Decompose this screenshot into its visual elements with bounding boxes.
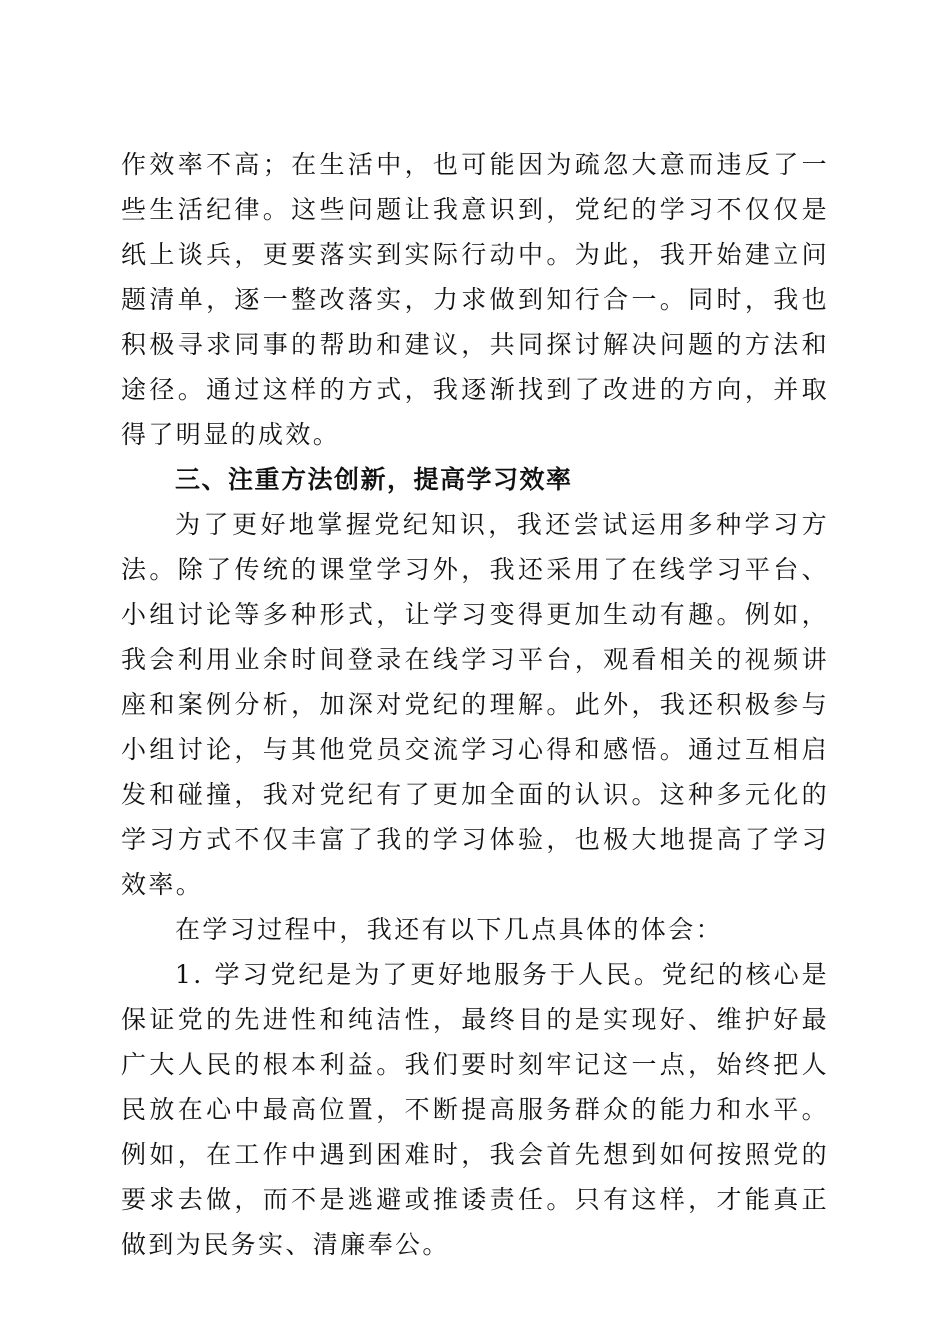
paragraph-continued: 作效率不高；在生活中，也可能因为疏忽大意而违反了一些生活纪律。这些问题让我意识到，党纪的学习不仅仅是纸上谈兵，更要落实到实际行动中。为此，我开始建立问题清单，逐一整改落实，力求做到知行合一。同时，我也积极寻求同事的帮助和建议，共同探讨解决问题的方法和途径。通过这样的方式，我逐渐找到了改进的方向，并取得了明显的成效。 xyxy=(121,150,829,449)
section-heading: 三、注重方法创新，提高学习效率 xyxy=(175,465,573,494)
document-body xyxy=(121,142,829,1267)
paragraph-point-1: 1. 学习党纪是为了更好地服务于人民。党纪的核心是保证党的先进性和纯洁性，最终目的是实现好、维护好最广大人民的根本利益。我们要时刻牢记这一点，始终把人民放在心中最高位置，不断提高服务群众的能力和水平。例如，在工作中遇到困难时，我会首先想到如何按照党的要求去做，而不是逃避或推诿责任。只有这样，才能真正做到为民务实、清廉奉公。 xyxy=(121,960,829,1259)
paragraph-intro: 在学习过程中，我还有以下几点具体的体会： xyxy=(175,915,724,944)
paragraph-methods: 为了更好地掌握党纪知识，我还尝试运用多种学习方法。除了传统的课堂学习外，我还采用了在线学习平台、小组讨论等多种形式，让学习变得更加生动有趣。例如，我会利用业余时间登录在线学习平台，观看相关的视频讲座和案例分析，加深对党纪的理解。此外，我还积极参与小组讨论，与其他党员交流学习心得和感悟。通过互相启发和碰撞，我对党纪有了更加全面的认识。这种多元化的学习方式不仅丰富了我的学习体验，也极大地提高了学习效率。 xyxy=(121,510,829,899)
